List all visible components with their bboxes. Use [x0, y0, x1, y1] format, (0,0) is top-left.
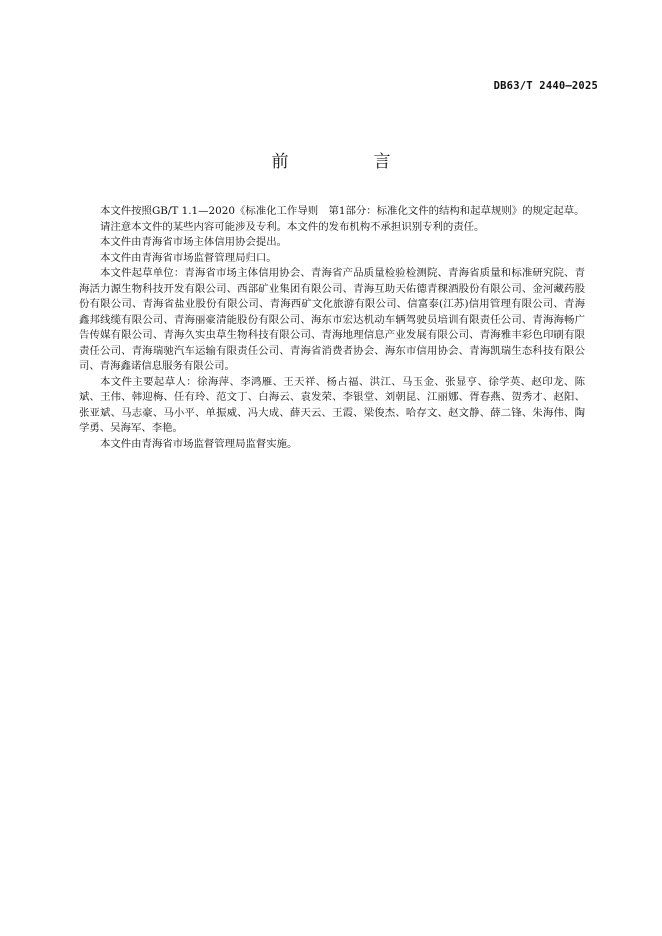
- paragraph-patent-notice: 请注意本文件的某些内容可能涉及专利。本文件的发布机构不承担识别专利的责任。: [100, 220, 485, 233]
- document-code: DB63/T 2440—2025: [493, 80, 598, 92]
- paragraph-proposer: 本文件由青海省市场主体信用协会提出。: [100, 236, 288, 248]
- paragraph-supervision: 本文件由青海省市场监督管理局监督实施。: [100, 437, 298, 450]
- paragraph-drafters: 本文件主要起草人：徐海萍、李鸿雁、王天祥、杨占福、洪江、马玉金、张显亨、徐学英、赵印龙、陈斌、王伟、韩迎梅、任有玲、范文丁、白海云、袁发荣、李银堂、刘朝昆、江丽娜、胥春燕、贺秀才、赵阳、张亚斌、马志豪、马小平、单振威、冯大成、薛天云、王霞、梁俊杰、哈存文、赵文静、薛二锋、朱海伟、陶学勇、吴海军、李艳。: [79, 375, 585, 434]
- foreword-body: [79, 204, 585, 452]
- page-title: 前 言: [271, 152, 425, 172]
- paragraph-drafting-units: 本文件起草单位：青海省市场主体信用协会、青海省产品质量检验检测院、青海省质量和标准研究院、青海活力源生物科技开发有限公司、西部矿业集团有限公司、青海互助天佑德青稞酒股份有限公司、金河藏药股份有限公司、青海省盐业股份有限公司、青海西矿文化旅游有限公司、信富泰(江苏)信用管理有限公司、青海鑫邦线缆有限公司、青海丽豪清能股份有限公司、海东市宏达机动车辆驾驶员培训有限责任公司、青海海畅广告传媒有限公司、青海久实虫草生物科技有限公司、青海地理信息产业发展有限公司、青海雅丰彩色印刷有限责任公司、青海瑞驰汽车运输有限责任公司、青海省消费者协会、海东市信用协会、青海凯瑞生态科技有限公司、青海鑫诺信息服务有限公司。: [79, 267, 585, 372]
- paragraph-drafting-basis: 本文件按照GB/T 1.1—2020《标准化工作导则 第1部分：标准化文件的结构和起草规则》的规定起草。: [100, 205, 585, 217]
- paragraph-administrator: 本文件由青海省市场监督管理局归口。: [100, 251, 277, 264]
